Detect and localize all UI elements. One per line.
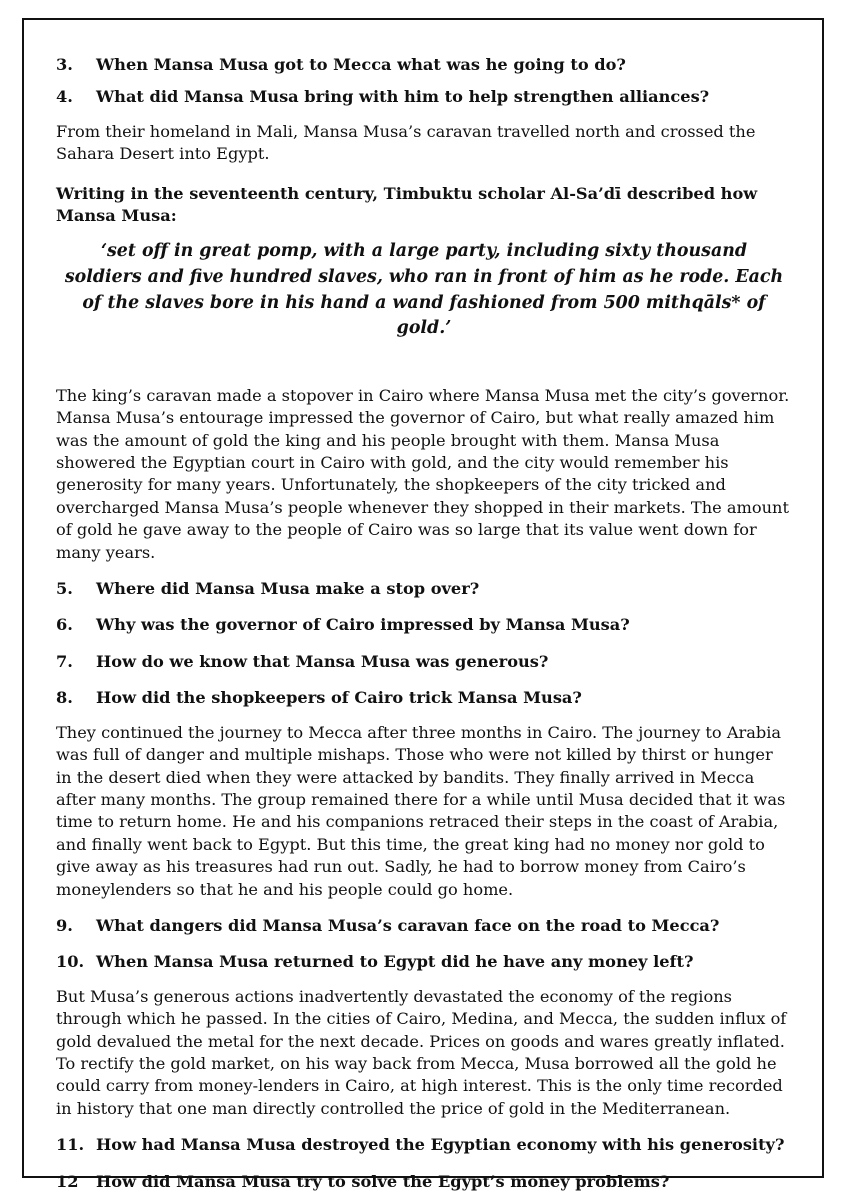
- question-text: How did Mansa Musa try to solve the Egypt’s money problems?: [96, 1171, 670, 1191]
- question-text: How do we know that Mansa Musa was generous?: [96, 651, 549, 671]
- question-number: 6.: [56, 615, 73, 635]
- question-3: [56, 54, 792, 76]
- question-text: When Mansa Musa returned to Egypt did he have any money left?: [96, 952, 694, 972]
- question-number: 5.: [56, 579, 73, 599]
- block-quote: ‘set off in great pomp, with a large party, including sixty thousand soldiers and five hundred slaves, who ran in front of him as he rode. Each of the slaves bore in his hand a wand fashioned from 500 mithqāls* of gold.’: [64, 241, 784, 339]
- question-number: 7.: [56, 651, 73, 671]
- question-text: What dangers did Mansa Musa’s caravan face on the road to Mecca?: [96, 915, 720, 935]
- paragraph-economy: But Musa’s generous actions inadvertently devastated the economy of the regions through which he passed. In the cities of Cairo, Medina, and Mecca, the sudden influx of gold devalued the metal for the next decade. Prices on goods and wares greatly inflated. To rectify the gold market, on his way back from Mecca, Musa borrowed all the gold he could carry from money-lenders in Cairo, at high interest. This is the only time recorded in history that one man directly controlled the price of gold in the Mediterranean.: [56, 986, 787, 1118]
- question-9: [56, 915, 792, 937]
- question-11: [56, 1134, 792, 1156]
- question-7: [56, 651, 792, 673]
- question-number: 9.: [56, 915, 73, 935]
- paragraph-cairo: The king’s caravan made a stopover in Cairo where Mansa Musa met the city’s governor. Mansa Musa’s entourage impressed the governor of Cairo, but what really amazed him was the amount of gold the king and his people brought with them. Mansa Musa showered the Egyptian court in Cairo with gold, and the city would remember his generosity for many years. Unfortunately, the shopkeepers of the city tricked and overcharged Mansa Musa’s people whenever they shopped in their markets. The amount of gold he gave away to the people of Cairo was so large that its value went down for many years.: [56, 385, 790, 562]
- question-text: Where did Mansa Musa make a stop over?: [96, 579, 480, 599]
- question-text: What did Mansa Musa bring with him to help strengthen alliances?: [96, 87, 710, 107]
- question-number: 8.: [56, 688, 73, 708]
- question-12: [56, 1171, 792, 1193]
- question-5: [56, 578, 792, 600]
- question-4: [56, 86, 792, 108]
- paragraph-journey: They continued the journey to Mecca after three months in Cairo. The journey to Arabia was full of danger and multiple mishaps. Those who were not killed by thirst or hunger in the desert died when they were attacked by bandits. They finally arrived in Mecca after many months. The group remained there for a while until Musa decided that it was time to return home. He and his companions retraced their steps in the coast of Arabia, and finally went back to Egypt. But this time, the great king had no money nor gold to give away as his treasures had run out. Sadly, he had to borrow money from Cairo’s moneylenders so that he and his people could go home.: [56, 722, 786, 899]
- question-text: Why was the governor of Cairo impressed by Mansa Musa?: [96, 615, 630, 635]
- question-text: When Mansa Musa got to Mecca what was he going to do?: [96, 55, 626, 74]
- quote-introduction: Writing in the seventeenth century, Timbuktu scholar Al-Sa’dī described how Mansa Musa:: [56, 183, 758, 226]
- question-10: [56, 951, 792, 973]
- question-number: 3.: [56, 55, 73, 74]
- question-8: [56, 687, 792, 709]
- worksheet-content: [56, 54, 792, 1193]
- question-6: [56, 614, 792, 636]
- question-number: 10.: [56, 952, 85, 972]
- question-number: 12: [56, 1171, 79, 1191]
- question-number: 4.: [56, 87, 73, 107]
- paragraph-homeland: From their homeland in Mali, Mansa Musa’s caravan travelled north and crossed the Sahara Desert into Egypt.: [56, 121, 756, 164]
- question-text: How did the shopkeepers of Cairo trick Mansa Musa?: [96, 688, 582, 708]
- question-text: How had Mansa Musa destroyed the Egyptian economy with his generosity?: [96, 1135, 785, 1155]
- question-number: 11.: [56, 1135, 85, 1155]
